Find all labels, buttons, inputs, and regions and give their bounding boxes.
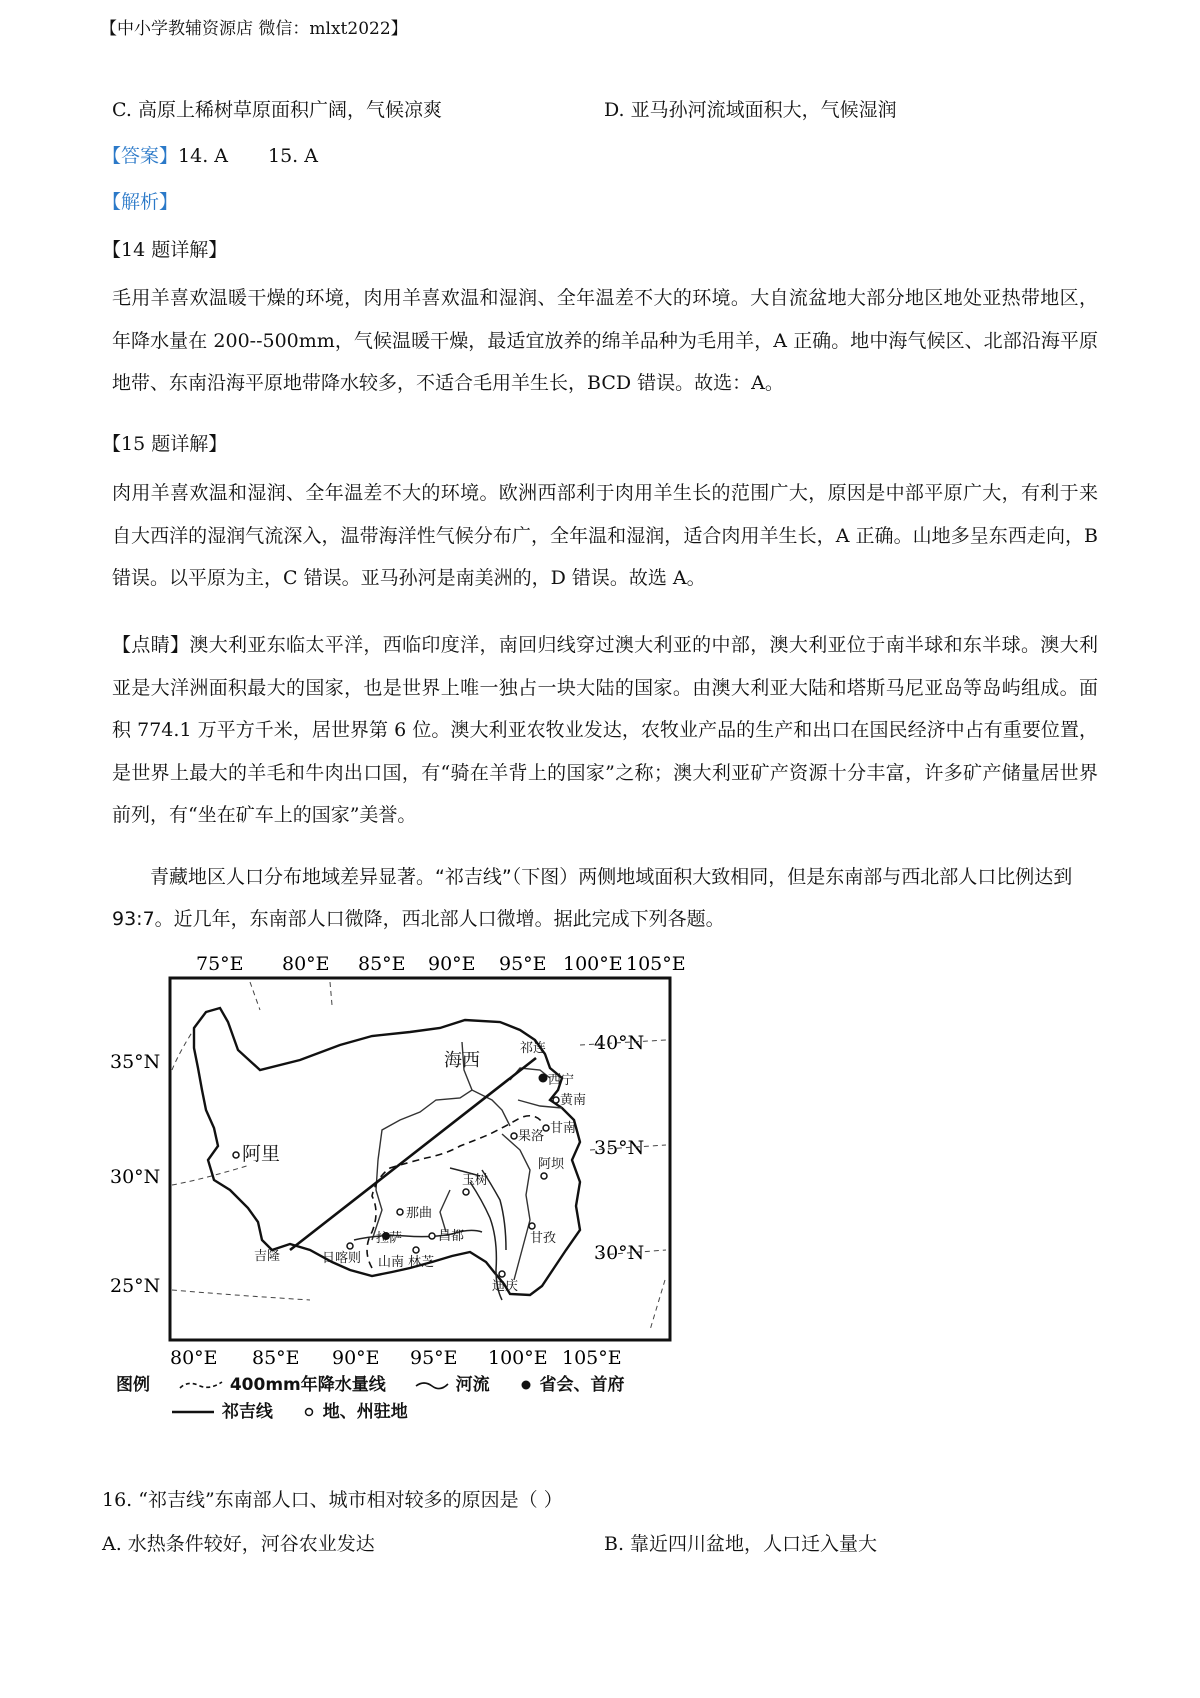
place-shannan-linzhi: 山南 林芝 [378,1255,435,1270]
place-qilian: 祁连 [520,1041,547,1056]
legend-river [414,1370,490,1395]
diqing-marker [499,1271,505,1277]
top-lon-label: 100°E [563,953,623,975]
place-lasa: 拉萨 [376,1231,403,1246]
bottom-lon-label: 100°E [488,1347,548,1369]
ganzi-marker [529,1223,535,1229]
legend-capital-label: 省会、首府 [539,1375,625,1395]
place-changdu: 昌都 [438,1229,465,1244]
prefecture-circle-icon [301,1405,317,1419]
option-d: D. 亚马孙河流域面积大，气候湿润 [604,99,897,121]
right-lat-label: 40°N [594,1032,645,1054]
q14-detail-text: 毛用羊喜欢温暖干燥的环境，肉用羊喜欢温和湿润、全年温差不大的环境。大自流盆地大部分地区地处亚热带地区，年降水量在 200--500mm，气候温暖干燥，最适宜放养的绵羊品种为毛用羊，A 正确。地中海气候区、北部沿海平原地带、东南沿海平原地带降水较多，不适合毛用羊生长，BCD 错误。故选：A。 [112,287,1098,394]
right-lat-label: 30°N [594,1242,645,1264]
map-svg [110,950,700,1415]
legend-qiji-label: 祁吉线 [221,1402,273,1422]
q16-option-a: A. 水热条件较好，河谷农业发达 [102,1533,375,1555]
rikaze-marker [347,1243,353,1249]
qiji-line-icon [170,1407,216,1417]
map-legend-row2 [170,1397,430,1422]
qinghai-tibet-map [110,950,700,1422]
qiji-line [290,1058,536,1250]
place-aba: 阿坝 [538,1157,565,1172]
place-diqing: 迪庆 [492,1279,519,1294]
top-lon-label: 80°E [282,953,330,975]
legend-prefecture-label: 地、州驻地 [322,1402,408,1422]
pointer-text: 澳大利亚东临太平洋，西临印度洋，南回归线穿过澳大利亚的中部，澳大利亚位于南半球和东半球。澳大利亚是大洋洲面积最大的国家，也是世界上唯一独占一块大陆的国家。由澳大利亚大陆和塔斯马尼亚岛等岛屿组成。面积 774.1 万平方千米，居世界第 6 位。澳大利亚农牧业发达，农牧业产品的生产和出口在国民经济中占有重要位置，是世界上最大的羊毛和牛肉出口国，有“骑在羊背上的国家”之称；澳大利亚矿产资源十分丰富，许多矿产储量居世界前列，有“坐在矿车上的国家”美誉。 [112,634,1098,826]
analysis-label: 【解析】 [102,191,179,213]
lead-text: 青藏地区人口分布地域差异显著。“祁吉线”（下图）两侧地域面积大致相同，但是东南部与西北部人口比例达到93:7。近几年，东南部人口微降，西北部人口微增。据此完成下列各题。 [112,866,1073,930]
answer-q14: 14. A [178,145,228,167]
q15-heading: 【15 题详解】 [102,433,228,455]
top-lon-label: 90°E [428,953,476,975]
page-header: 【中小学教辅资源店 微信：mlxt2022】 [100,19,408,39]
prefecture-markers [233,1097,559,1277]
xining-marker [539,1074,548,1083]
bottom-lon-label: 85°E [252,1347,300,1369]
place-huangnan: 黄南 [560,1093,587,1108]
place-xining: 西宁 [548,1073,575,1088]
answer-label: 【答案】 [102,145,179,167]
huangnan-marker [553,1097,559,1103]
place-ali: 阿里 [242,1143,281,1165]
river-icon [414,1378,450,1392]
legend-river-label: 河流 [455,1375,490,1395]
legend-precip-label: 400mm年降水量线 [229,1375,386,1395]
linzhi-marker [413,1247,419,1253]
capital-dot-icon [518,1378,534,1392]
place-ganzi: 甘孜 [530,1231,557,1246]
place-jilong: 吉隆 [254,1249,281,1264]
place-guoluo: 果洛 [518,1129,545,1144]
top-lon-label: 75°E [196,953,244,975]
left-lat-label: 25°N [110,1275,161,1297]
pointer-label: 【点睛】 [112,634,190,656]
legend-title: 图例 [116,1375,150,1395]
naqu-marker [397,1209,403,1215]
answer-q15: 15. A [268,145,318,167]
q16-option-b: B. 靠近四川盆地，人口迁入量大 [604,1533,878,1555]
right-lat-label: 35°N [594,1137,645,1159]
pointer-block [112,624,1098,837]
option-c: C. 高原上稀树草原面积广阔，气候凉爽 [112,99,442,121]
place-yushu: 玉树 [462,1173,489,1188]
bottom-lon-label: 95°E [410,1347,458,1369]
place-rikaze: 日喀则 [322,1251,362,1266]
left-lat-label: 35°N [110,1051,161,1073]
precip-line-icon [178,1378,224,1392]
ali-marker [233,1152,239,1158]
left-lat-label: 30°N [110,1166,161,1188]
map-legend [116,1370,646,1395]
bottom-lon-label: 80°E [170,1347,218,1369]
answer-line [102,142,318,170]
q14-heading: 【14 题详解】 [102,239,228,261]
guoluo-marker [511,1133,517,1139]
bottom-lon-label: 90°E [332,1347,380,1369]
q16-stem: 16. “祁吉线”东南部人口、城市相对较多的原因是（ ） [102,1489,563,1511]
bottom-lon-label: 105°E [562,1347,622,1369]
changdu-marker [429,1233,435,1239]
place-naqu: 那曲 [406,1206,433,1221]
top-lon-label: 105°E [626,953,686,975]
place-gannan: 甘南 [550,1121,577,1136]
place-haixi: 海西 [444,1050,480,1071]
top-lon-label: 85°E [358,953,406,975]
legend-precip [178,1370,386,1395]
legend-qiji [170,1397,273,1422]
top-lon-label: 95°E [499,953,547,975]
legend-prefecture [301,1397,408,1422]
legend-capital [518,1370,625,1395]
aba-marker [541,1173,547,1179]
yushu-marker [463,1189,469,1195]
q15-detail-text: 肉用羊喜欢温和湿润、全年温差不大的环境。欧洲西部利于肉用羊生长的范围广大，原因是中部平原广大，有利于来自大西洋的湿润气流深入，温带海洋性气候分布广，全年温和湿润，适合肉用羊生长，A 正确。山地多呈东西走向，B 错误。以平原为主，C 错误。亚马孙河是南美洲的，D 错误。故选 A。 [112,482,1098,589]
